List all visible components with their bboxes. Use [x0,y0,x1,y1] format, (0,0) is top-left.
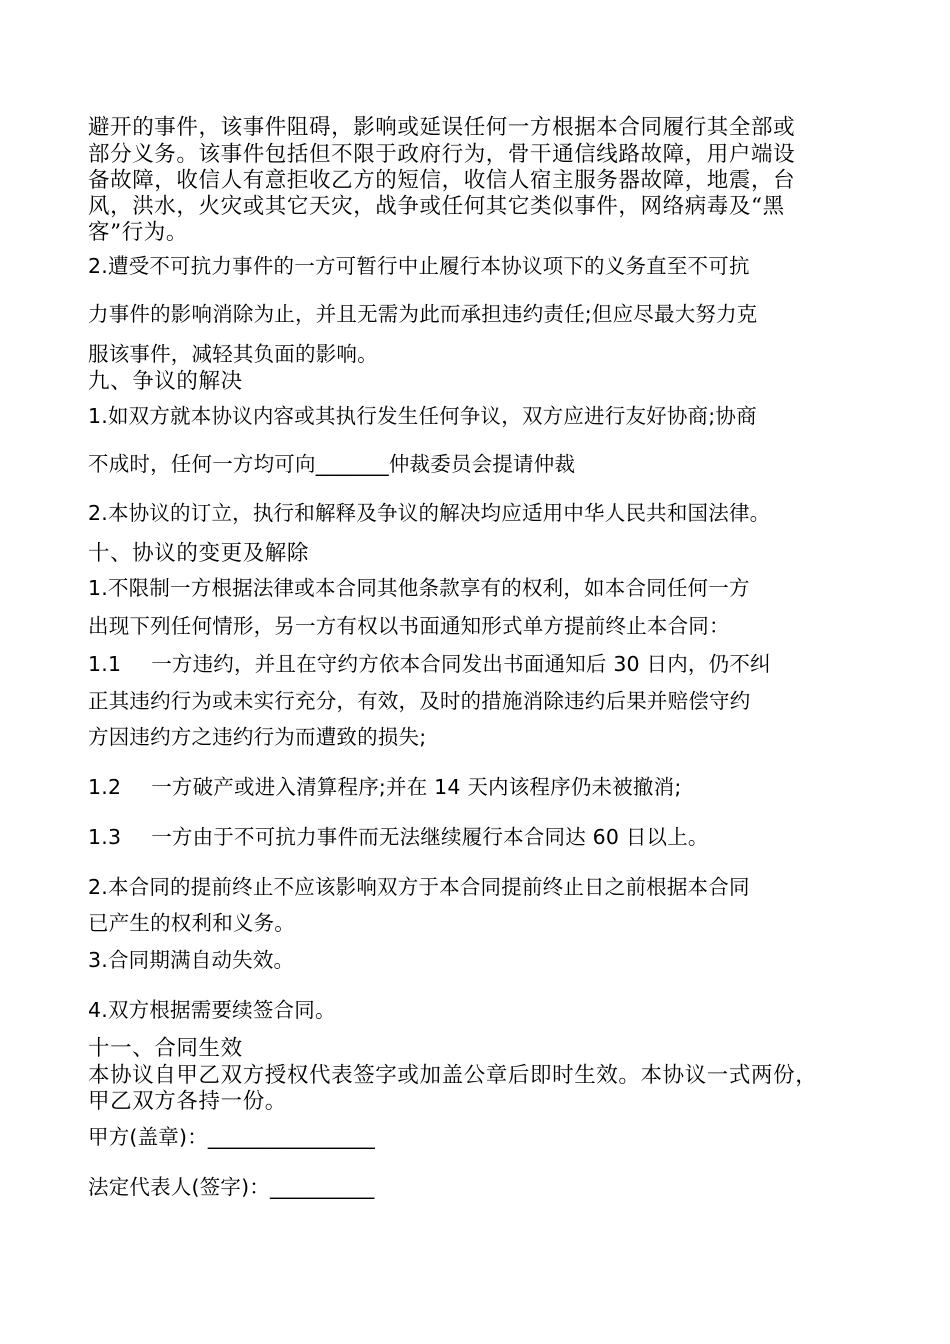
dispute-item-1-line: 不成时，任何一方均可向_______仲裁委员会提请仲裁 [88,452,576,476]
termination-sub-1-text: 一方违约，并且在守约方依本合同发出书面通知后 30 日内，仍不纠 [151,652,771,676]
termination-sub-1-line: 正其违约行为或未实行充分，有效，及时的措施消除违约后果并赔偿守约 [88,689,751,713]
termination-sub-1-line [88,647,771,677]
termination-sub-2-number: 1.2 [88,775,122,799]
force-majeure-text-line: 部分义务。该事件包括但不限于政府行为，骨干通信线路故障，用户端设 [88,142,796,167]
force-majeure-text-line: 备故障，收信人有意拒收乙方的短信，收信人宿主服务器故障，地震，台 [88,168,796,193]
dispute-item-1-line: 1.如双方就本协议内容或其执行发生任何争议，双方应进行友好协商;协商 [88,404,757,428]
force-majeure-item-2-line: 力事件的影响消除为止，并且无需为此而承担违约责任;但应尽最大努力克 [88,302,758,326]
force-majeure-text-line: 风，洪水，火灾或其它天灾，战争或任何其它类似事件，网络病毒及“黑 [88,194,785,219]
force-majeure-item-2-line: 服该事件，减轻其负面的影响。 [88,342,378,366]
effect-body-line: 甲乙双方各持一份。 [88,1089,287,1114]
termination-item-4: 4.双方根据需要续签合同。 [88,998,336,1022]
termination-item-2-line: 已产生的权利和义务。 [88,911,295,935]
force-majeure-text-line: 避开的事件，该事件阻碍，影响或延误任何一方根据本合同履行其全部或 [88,115,796,140]
termination-sub-2-line [88,770,681,800]
party-a-signature: 甲方(盖章)：________________ [88,1125,376,1149]
termination-sub-1-line: 方因违约方之违约行为而遭致的损失; [88,725,427,749]
termination-sub-3-text: 一方由于不可抗力事件而无法继续履行本合同达 60 日以上。 [151,825,709,849]
section-heading-termination: 十、协议的变更及解除 [88,541,310,566]
termination-sub-3-line [88,820,709,850]
termination-item-1-line: 出现下列任何情形，另一方有权以书面通知形式单方提前终止本合同： [88,614,730,638]
dispute-item-2: 2.本协议的订立，执行和解释及争议的解决均应适用中华人民共和国法律。 [88,501,771,525]
force-majeure-text-line: 客”行为。 [88,220,188,245]
legal-rep-signature: 法定代表人(签字)：__________ [88,1175,375,1199]
section-heading-effect: 十一、合同生效 [88,1036,243,1061]
termination-item-2-line: 2.本合同的提前终止不应该影响双方于本合同提前终止日之前根据本合同 [88,875,750,899]
termination-item-3: 3.合同期满自动失效。 [88,948,295,972]
effect-body-line: 本协议自甲乙双方授权代表签字或加盖公章后即时生效。本协议一式两份， [88,1063,818,1088]
termination-sub-3-number: 1.3 [88,825,122,849]
force-majeure-item-2-line: 2.遭受不可抗力事件的一方可暂行中止履行本协议项下的义务直至不可抗 [88,254,750,278]
termination-item-1-line: 1.不限制一方根据法律或本合同其他条款享有的权利，如本合同任何一方 [88,576,750,600]
section-heading-dispute: 九、争议的解决 [88,369,243,394]
termination-sub-2-text: 一方破产或进入清算程序;并在 14 天内该程序仍未被撤消; [151,775,682,799]
termination-sub-1-number: 1.1 [88,652,122,676]
